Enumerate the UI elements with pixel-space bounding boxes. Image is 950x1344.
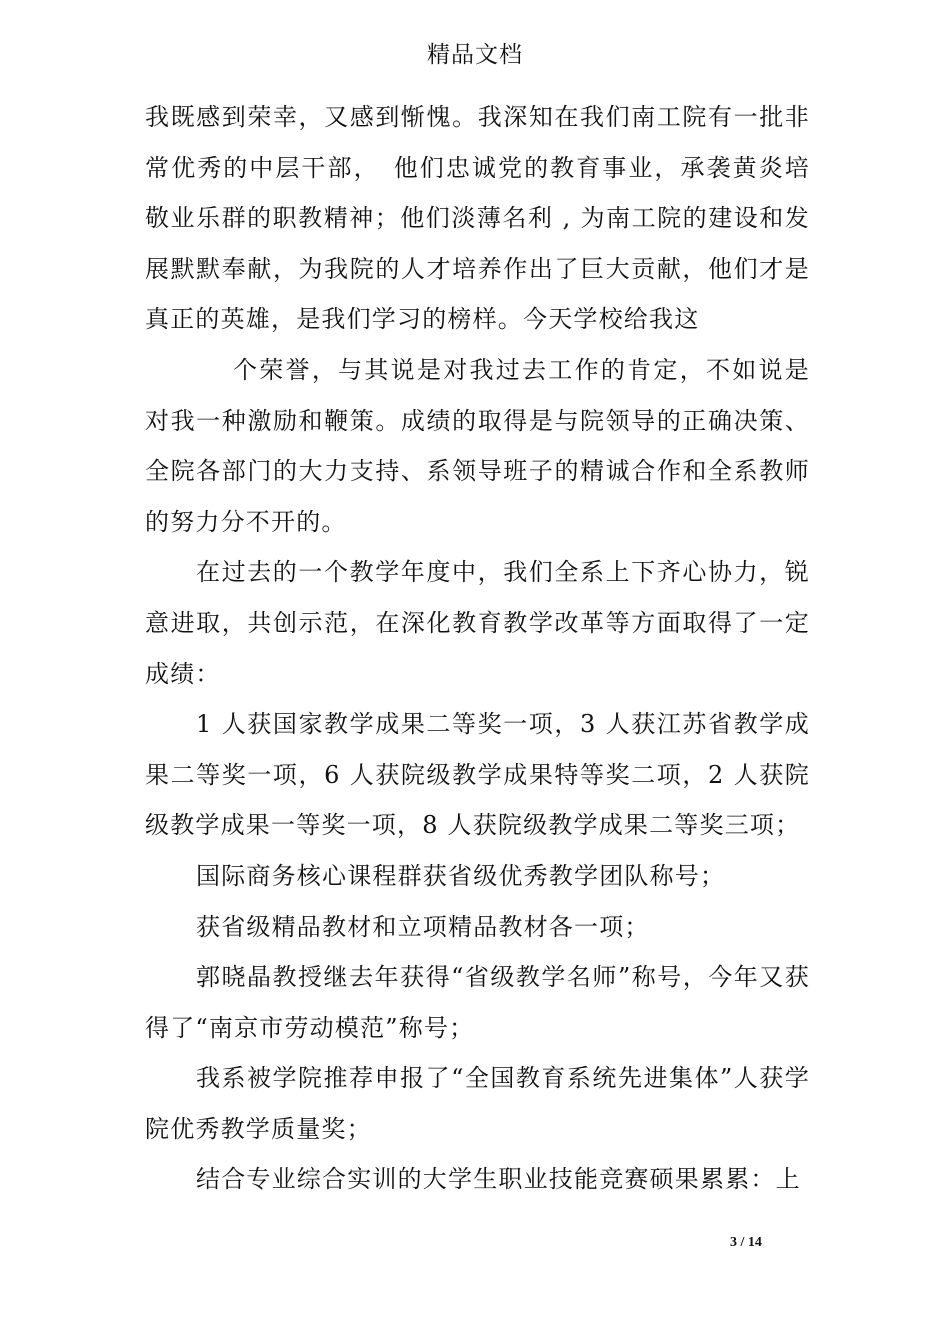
paragraph-4: 1 人获国家教学成果二等奖一项，3 人获江苏省教学成果二等奖一项，6 人获院级教学成果特等奖二项，2 人获院级教学成果一等奖一项，8 人获院级教学成果二等奖三项； — [145, 710, 810, 840]
paragraph-5: 国际商务核心课程群获省级优秀教学团队称号； — [196, 861, 726, 890]
paragraph-6: 获省级精品教材和立项精品教材各一项； — [196, 912, 650, 941]
paragraph-3: 在过去的一个教学年度中，我们全系上下齐心协力，锐意进取，共创示范，在深化教育教学改革等方面取得了一定成绩： — [145, 558, 810, 688]
paragraph-7: 郭晓晶教授继去年获得“省级教学名师”称号，今年又获得了“南京市劳动模范”称号； — [145, 963, 810, 1042]
document-body — [145, 92, 810, 1205]
page-header: 精品文档 — [427, 42, 523, 68]
paragraph-8: 我系被学院推荐申报了“全国教育系统先进集体”人获学院优秀教学质量奖； — [145, 1064, 810, 1143]
page-number: 3 / 14 — [730, 1235, 762, 1250]
paragraph-9: 结合专业综合实训的大学生职业技能竞赛硕果累累：上 — [196, 1165, 801, 1194]
paragraph-2: 个荣誉，与其说是对我过去工作的肯定，不如说是对我一种激励和鞭策。成绩的取得是与院领导的正确决策、全院各部门的大力支持、系领导班子的精诚合作和全系教师的努力分不开的。 — [145, 355, 810, 536]
paragraph-1: 我既感到荣幸，又感到惭愧。我深知在我们南工院有一批非常优秀的中层干部， 他们忠诚党的教育事业，承袭黄炎培敬业乐群的职教精神；他们淡薄名利 , 为南工院的建设和发展默默奉献，为我院的人才培养作出了巨大贡献，他们才是真正的英雄，是我们学习的榜样。今天学校给我这 — [145, 103, 810, 334]
